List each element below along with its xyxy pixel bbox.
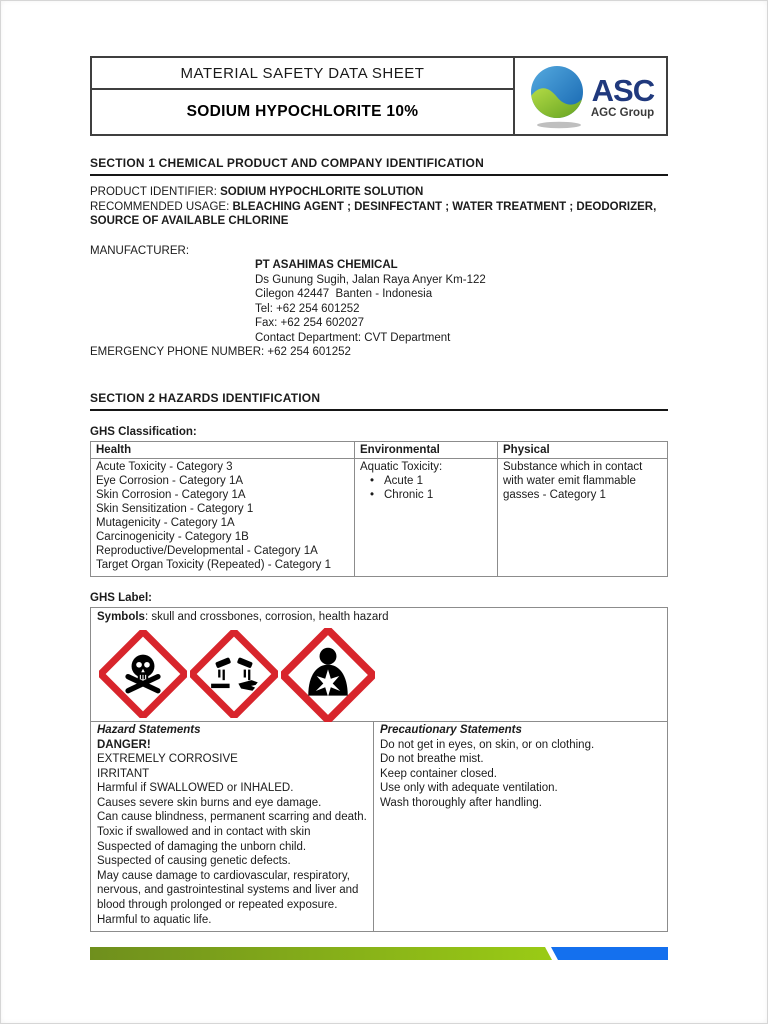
document-title: MATERIAL SAFETY DATA SHEET [92,58,513,90]
precautionary-line: Do not get in eyes, on skin, or on clothing. [380,738,595,751]
manufacturer-fax: Fax: +62 254 602027 [255,317,365,329]
precautionary-statements-title: Precautionary Statements [380,723,522,736]
classification-body-row [91,459,667,576]
ghs-classification-table [90,441,668,577]
col-header-environmental: Environmental [355,442,498,458]
hazard-line: Can cause blindness, permanent scarring and death. [97,811,367,824]
ghs-label-box [90,607,668,933]
ghs-classification-label: GHS Classification: [90,425,197,438]
classification-header-row [91,442,667,459]
product-identification [90,185,668,229]
hazard-line: Suspected of causing genetic defects. [97,855,291,868]
product-identifier-value: SODIUM HYPOCHLORITE SOLUTION [220,186,424,198]
precautionary-line: Use only with adequate ventilation. [380,782,558,795]
symbols-label: Symbols [97,610,145,623]
logo-group-label: AGC Group [590,106,655,119]
document-header [90,56,668,136]
logo-text [590,72,655,119]
section2-heading: SECTION 2 HAZARDS IDENTIFICATION [90,391,668,411]
section1-heading: SECTION 1 CHEMICAL PRODUCT AND COMPANY IDENTIFICATION [90,156,668,176]
precautionary-statements-cell [374,722,667,932]
manufacturer-contact: Contact Department: CVT Department [255,331,451,344]
danger-signal-word: DANGER! [97,738,151,751]
manufacturer-block [255,258,668,345]
company-logo [515,58,666,134]
aquatic-toxicity-list [360,474,492,502]
manufacturer-name: PT ASAHIMAS CHEMICAL [255,259,398,271]
product-identifier-line [90,185,668,200]
hazard-statements-cell [91,722,374,932]
footer-green-segment [90,947,552,960]
health-item: Skin Sensitization - Category 1 [96,502,254,515]
health-cell [91,459,355,576]
emergency-phone: EMERGENCY PHONE NUMBER: +62 254 601252 [90,346,351,358]
precautionary-line: Keep container closed. [380,767,497,780]
symbols-line [91,608,667,625]
hazard-line: Harmful if SWALLOWED or INHALED. [97,782,294,795]
col-header-physical: Physical [503,443,550,456]
pictogram-row [91,625,667,721]
logo-sphere-icon [527,61,589,131]
hazard-line: Causes severe skin burns and eye damage. [97,796,322,809]
hazard-line: IRRITANT [97,767,150,780]
health-hazard-icon [281,628,375,722]
manufacturer-address1: Ds Gunung Sugih, Jalan Raya Anyer Km-122 [255,273,486,286]
page-content [90,56,668,932]
manufacturer-label: MANUFACTURER: [90,244,190,257]
footer-accent-bar [90,947,668,960]
logo-asc-wordmark: ASC [591,72,655,108]
environmental-cell [355,459,498,576]
skull-and-crossbones-icon [99,630,187,718]
recommended-usage-line [90,200,668,229]
recommended-usage-value: BLEACHING AGENT ; DESINFECTANT ; WATER TREATMENT ; DEODORIZER, SOURCE OF AVAILABLE CHLORINE [90,200,657,227]
hazard-line: Toxic if swallowed and in contact with skin [97,826,311,839]
col-header-health: Health [91,442,355,458]
precautionary-line: Do not breathe mist. [380,753,484,766]
physical-cell: Substance which in contact with water emit flammable gasses - Category 1 [503,460,643,501]
ghs-label-label: GHS Label: [90,591,152,604]
statements-table [91,721,667,932]
symbols-value: : skull and crossbones, corrosion, health hazard [144,610,389,623]
health-item: Carcinogenicity - Category 1B [96,530,249,543]
manufacturer-address2: Cilegon 42447 Banten - Indonesia [255,288,433,300]
aquatic-bullet: • Chronic 1 [360,488,492,502]
health-item: Skin Corrosion - Category 1A [96,488,246,501]
header-titles [92,58,515,134]
hazard-line: EXTREMELY CORROSIVE [97,753,238,766]
hazard-statements-title: Hazard Statements [97,723,201,736]
health-item: Eye Corrosion - Category 1A [96,474,244,487]
corrosion-icon [190,630,278,718]
health-item: Reproductive/Developmental - Category 1A [96,544,318,557]
product-identifier-label: PRODUCT IDENTIFIER: [90,186,221,198]
hazard-line: Suspected of damaging the unborn child. [97,840,307,853]
precautionary-line: Wash thoroughly after handling. [380,796,542,809]
recommended-usage-label: RECOMMENDED USAGE: [90,200,233,213]
hazard-line: May cause damage to cardiovascular, respiratory, nervous, and gastrointestinal systems and liver and blood through prolonged or repeated exposure. [97,869,359,912]
hazard-line: Harmful to aquatic life. [97,913,212,926]
aquatic-toxicity-label: Aquatic Toxicity: [360,460,443,473]
aquatic-bullet: • Acute 1 [360,474,492,488]
product-title: SODIUM HYPOCHLORITE 10% [186,103,419,120]
manufacturer-tel: Tel: +62 254 601252 [255,302,360,315]
health-item: Target Organ Toxicity (Repeated) - Category 1 [96,558,332,571]
health-item: Acute Toxicity - Category 3 [96,460,233,473]
health-item: Mutagenicity - Category 1A [96,516,235,529]
